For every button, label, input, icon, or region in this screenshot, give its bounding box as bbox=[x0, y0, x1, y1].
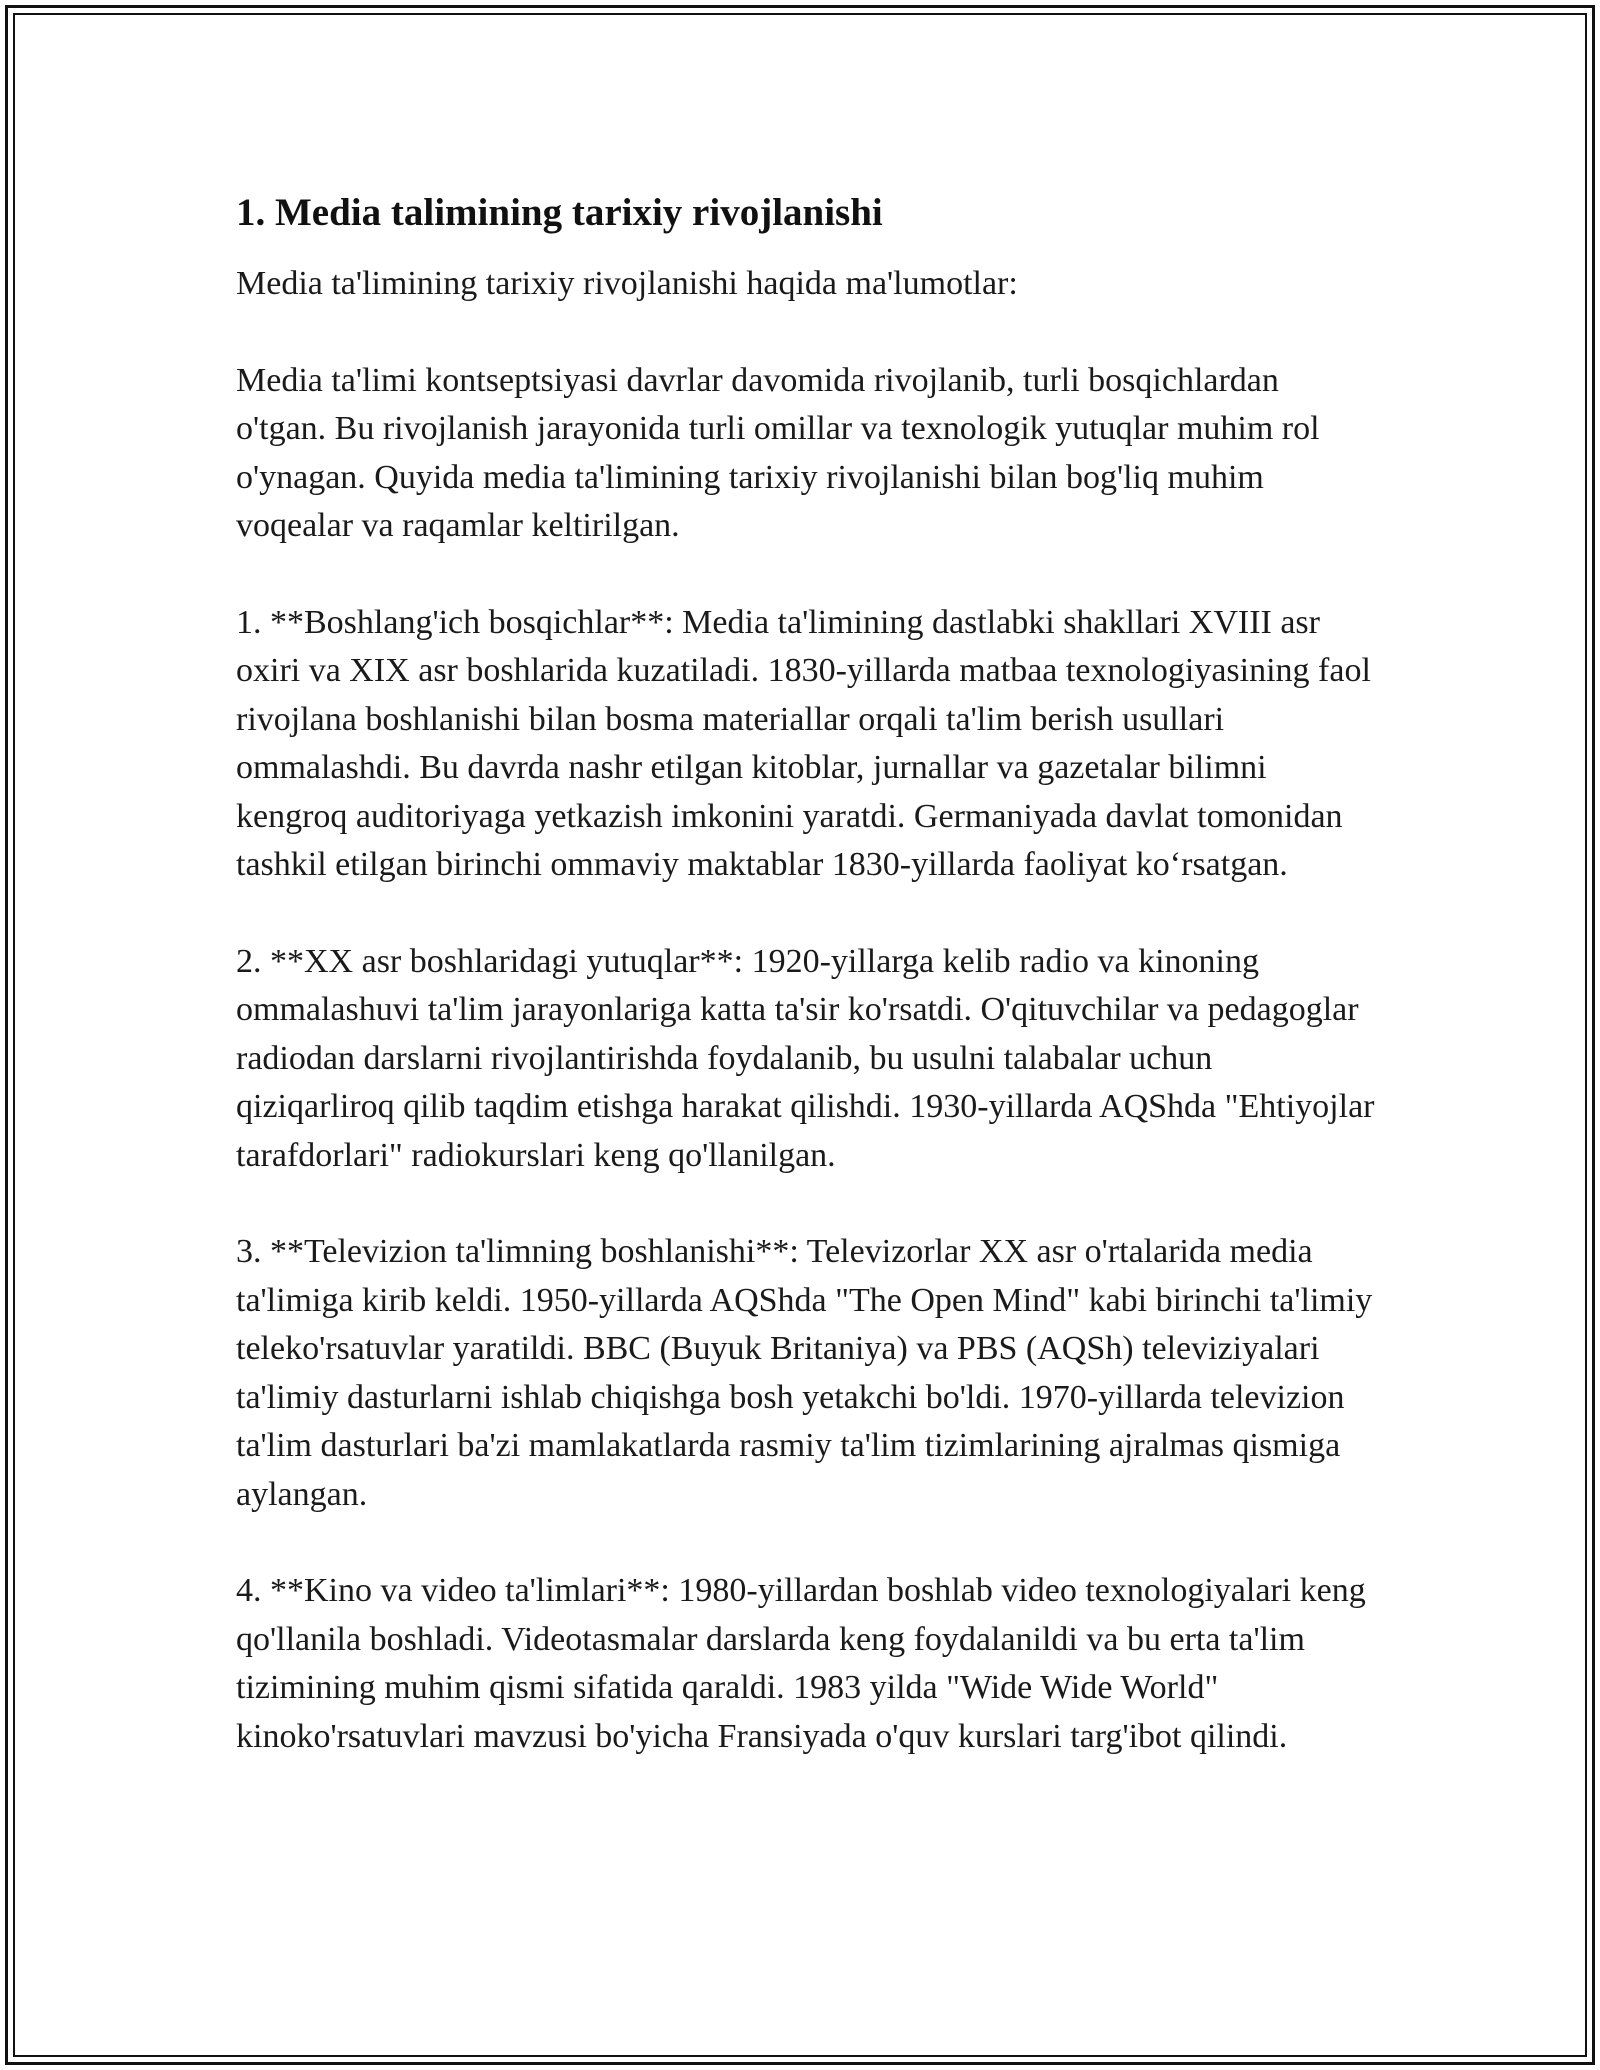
overview-paragraph: Media ta'limi kontseptsiyasi davrlar davomida rivojlanib, turli bosqichlardan o'tgan. Bu rivojlanish jarayonida turli omillar va texnologik yutuqlar muhim rol o'ynagan. Quyida media ta'limining tarixiy rivojlanishi bilan bog'liq muhim voqealar va raqamlar keltirilgan. bbox=[236, 361, 1320, 544]
document-title: 1. Media talimining tarixiy rivojlanishi bbox=[236, 191, 883, 234]
section-3-paragraph: 3. **Televizion ta'limning boshlanishi**: Televizorlar XX asr o'rtalarida media ta'limiga kirib keldi. 1950-yillarda AQShda "The Open Mind" kabi birinchi ta'limiy teleko'rsatuvlar yaratildi. BBC (Buyuk Britaniya) va PBS (AQSh) televiziyalari ta'limiy dasturlarni ishlab chiqishga bosh yetakchi bo'ldi. 1970-yillarda televizion ta'lim dasturlari ba'zi mamlakatlarda rasmiy ta'lim tizimlarining ajralmas qismiga aylangan. bbox=[236, 1233, 1373, 1513]
section-4-paragraph: 4. **Kino va video ta'limlari**: 1980-yillardan boshlab video texnologiyalari keng qo'llanila boshladi. Videotasmalar darslarda keng foydalanildi va bu erta ta'lim tizimining muhim qismi sifatida qaraldi. 1983 yilda "Wide Wide World" kinoko'rsatuvlari mavzusi bo'yicha Fransiyada o'quv kurslari targ'ibot qilindi. bbox=[236, 1572, 1366, 1755]
section-1-paragraph: 1. **Boshlang'ich bosqichlar**: Media ta'limining dastlabki shakllari XVIII asr oxiri va XIX asr boshlarida kuzatiladi. 1830-yillarda matbaa texnologiyasining faol rivojlana boshlanishi bilan bosma materiallar orqali ta'lim berish usullari ommalashdi. Bu davrda nashr etilgan kitoblar, jurnallar va gazetalar bilimni kengroq auditoriyaga yetkazish imkonini yaratdi. Germaniyada davlat tomonidan tashkil etilgan birinchi ommaviy maktablar 1830-yillarda faoliyat ko‘rsatgan. bbox=[236, 603, 1371, 883]
section-2-paragraph: 2. **XX asr boshlaridagi yutuqlar**: 1920-yillarga kelib radio va kinoning ommalashuvi ta'lim jarayonlariga katta ta'sir ko'rsatdi. O'qituvchilar va pedagoglar radiodan darslarni rivojlantirishda foydalanib, bu usulni talabalar uchun qiziqarliroq qilib taqdim etishga harakat qilishdi. 1930-yillarda AQShda "Ehtiyojlar tarafdorlari" radiokurslari keng qo'llanilgan. bbox=[236, 942, 1375, 1174]
intro-paragraph: Media ta'limining tarixiy rivojlanishi haqida ma'lumotlar: bbox=[236, 265, 1018, 302]
document-body bbox=[236, 186, 1376, 1761]
